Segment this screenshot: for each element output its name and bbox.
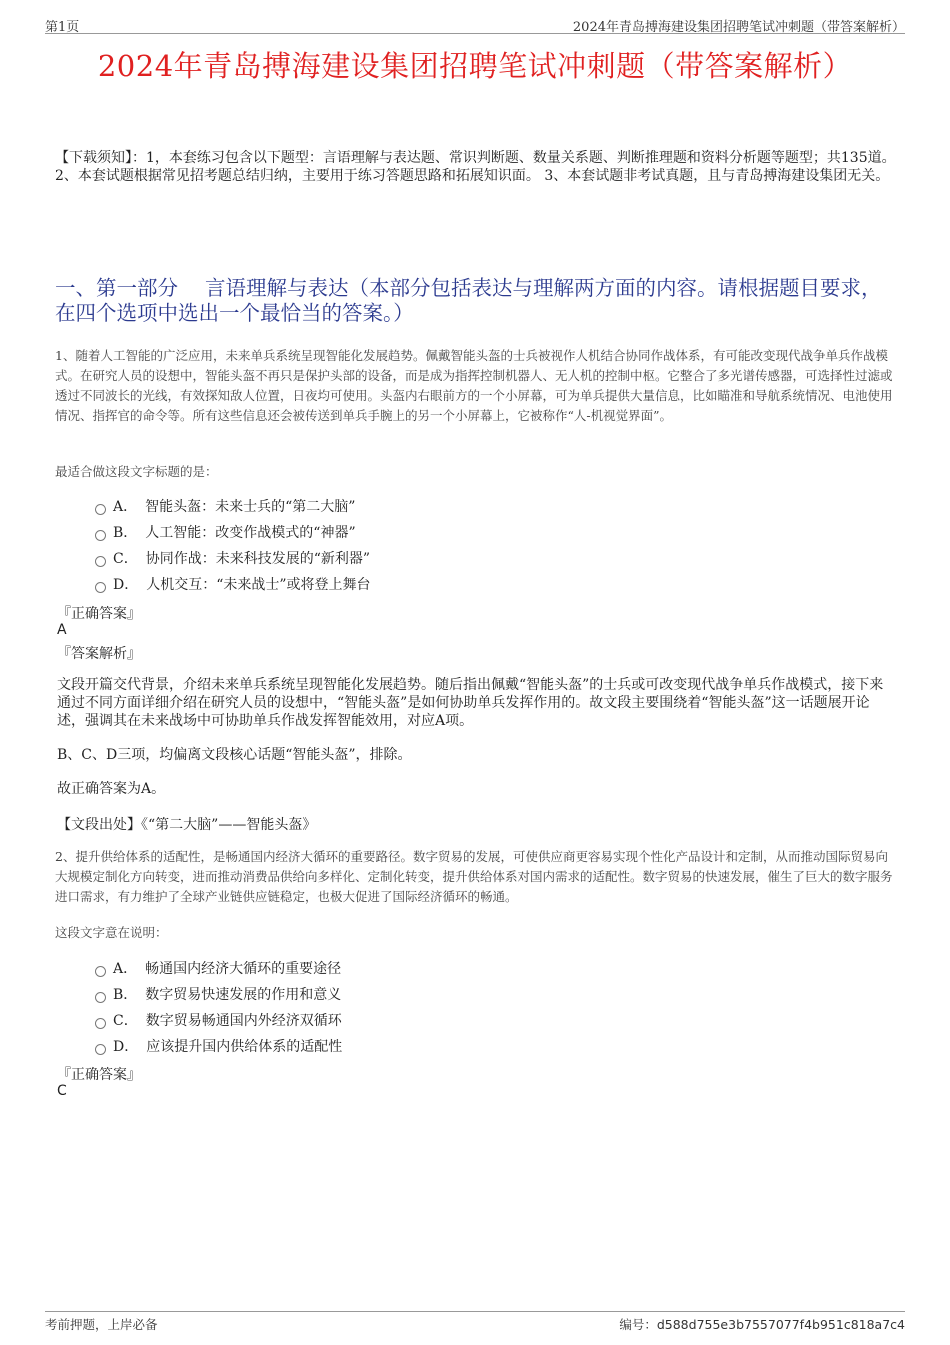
document-code — [619, 1315, 905, 1333]
question-2-passage: 2、提升供给体系的适配性，是畅通国内经济大循环的重要路径。数字贸易的发展，可使供应商更容易实现个性化产品设计和定制，从而推动国际贸易向大规模定制化方向转变，进而推动消费品供给向多样化、定制化转变，提升供给体系对国内需求的适配性。数字贸易的快速发展，催生了巨大的数字服务进口需求，有力维护了全球产业链供应链稳定，也极大促进了国际经济循环的畅通。 — [55, 849, 893, 904]
radio-icon[interactable] — [95, 530, 106, 541]
correct-answer-value: A — [57, 622, 67, 638]
option-text: 人机交互：“未来战士”或将登上舞台 — [146, 577, 371, 593]
page-header — [45, 14, 905, 34]
option-letter: A． — [113, 961, 138, 977]
page-number: 第1页 — [45, 20, 80, 35]
document-title: 2024年青岛搏海建设集团招聘笔试冲刺题（带答案解析） — [97, 49, 853, 83]
question-1-options — [95, 493, 795, 597]
section-heading: 一、第一部分 言语理解与表达（本部分包括表达与理解两方面的内容。请根据题目要求，在四个选项中选出一个最恰当的答案。） — [55, 276, 882, 325]
correct-answer-label: 『正确答案』 — [57, 606, 141, 622]
option-text: 智能头盔：未来士兵的“第二大脑” — [145, 499, 356, 515]
question-2-prompt: 这段文字意在说明： — [55, 925, 168, 940]
option-a[interactable] — [95, 493, 795, 519]
question-1-prompt: 最适合做这段文字标题的是： — [55, 464, 218, 479]
option-text: 协同作战：未来科技发展的“新利器” — [145, 551, 371, 567]
option-letter: C． — [113, 551, 138, 567]
option-b[interactable] — [95, 981, 795, 1007]
radio-icon[interactable] — [95, 504, 106, 515]
option-letter: D． — [113, 1039, 139, 1055]
analysis-label: 『答案解析』 — [57, 646, 141, 662]
option-text: 人工智能：改变作战模式的“神器” — [145, 525, 356, 541]
code-value: d588d755e3b7557077f4b951c818a7c4 — [656, 1317, 905, 1332]
option-d[interactable] — [95, 1033, 795, 1059]
option-c[interactable] — [95, 545, 795, 571]
option-text: 数字贸易畅通国内外经济双循环 — [145, 1013, 342, 1029]
radio-icon[interactable] — [95, 582, 106, 593]
header-doc-title: 2024年青岛搏海建设集团招聘笔试冲刺题（带答案解析） — [572, 20, 905, 35]
option-d[interactable] — [95, 571, 795, 597]
download-notice: 【下载须知】：1，本套练习包含以下题型：言语理解与表达题、常识判断题、数量关系题、判断推理题和资料分析题等题型；共135道。 2、本套试题根据常见招考题总结归纳，主要用于练习答题思路和拓展知识面。 3、本套试题非考试真题，且与青岛搏海建设集团无关。 — [55, 150, 896, 184]
page-footer — [45, 1311, 905, 1333]
option-b[interactable] — [95, 519, 795, 545]
radio-icon[interactable] — [95, 1044, 106, 1055]
passage-source: 【文段出处】《“第二大脑”——智能头盔》 — [57, 817, 317, 833]
analysis-paragraph: B、C、D三项，均偏离文段核心话题“智能头盔”，排除。 — [57, 747, 412, 763]
analysis-paragraph: 文段开篇交代背景，介绍未来单兵系统呈现智能化发展趋势。随后指出佩戴“智能头盔”的士兵或可改变现代战争单兵作战模式，接下来通过不同方面详细介绍在研究人员的设想中，“智能头盔”是如何协助单兵发挥作用的。故文段主要围绕着“智能头盔”这一话题展开论述，强调其在未来战场中可协助单兵作战发挥智能效用，对应A项。 — [57, 677, 884, 729]
radio-icon[interactable] — [95, 992, 106, 1003]
option-text: 畅通国内经济大循环的重要途径 — [145, 961, 342, 977]
question-2-options — [95, 955, 795, 1059]
option-text: 数字贸易快速发展的作用和意义 — [145, 987, 342, 1003]
option-letter: B． — [113, 525, 138, 541]
option-c[interactable] — [95, 1007, 795, 1033]
radio-icon[interactable] — [95, 966, 106, 977]
footer-slogan: 考前押题，上岸必备 — [45, 1317, 158, 1332]
option-letter: D． — [113, 577, 139, 593]
radio-icon[interactable] — [95, 1018, 106, 1029]
option-text: 应该提升国内供给体系的适配性 — [146, 1039, 343, 1055]
option-a[interactable] — [95, 955, 795, 981]
correct-answer-value: C — [57, 1083, 67, 1099]
option-letter: A． — [113, 499, 138, 515]
option-letter: B． — [113, 987, 138, 1003]
option-letter: C． — [113, 1013, 138, 1029]
question-1-passage: 1、随着人工智能的广泛应用，未来单兵系统呈现智能化发展趋势。佩戴智能头盔的士兵被视作人机结合协同作战体系，有可能改变现代战争单兵作战模式。在研究人员的设想中，智能头盔不再只是保护头部的设备，而是成为指挥控制机器人、无人机的控制中枢。它整合了多光谱传感器，可选择性过滤或透过不同波长的光线，有效探知敌人位置，日夜均可使用。头盔内右眼前方的一个小屏幕，可为单兵提供大量信息，比如瞄准和导航系统情况、电池使用情况、指挥官的命令等。所有这些信息还会被传送到单兵手腕上的另一个小屏幕上，它被称作“人-机视觉界面”。 — [55, 348, 893, 423]
code-label: 编号： — [619, 1317, 657, 1332]
analysis-paragraph: 故正确答案为A。 — [57, 781, 166, 797]
radio-icon[interactable] — [95, 556, 106, 567]
correct-answer-label: 『正确答案』 — [57, 1067, 141, 1083]
